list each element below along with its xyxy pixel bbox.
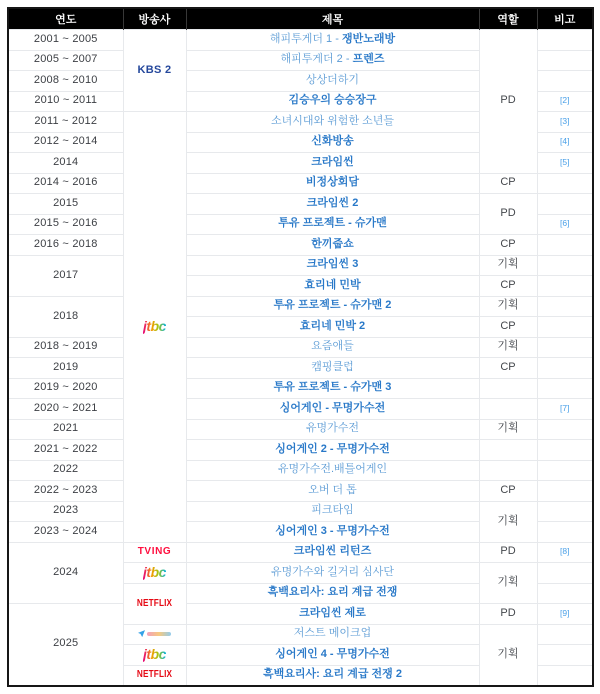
year-cell: 2005 ~ 2007 [8, 50, 123, 71]
title-link[interactable] [294, 627, 371, 639]
title-cell [186, 624, 479, 645]
netflix-logo[interactable]: NETFLIX [136, 597, 173, 609]
table-row [8, 419, 593, 440]
title-link[interactable] [311, 135, 354, 147]
role-cell: 기획 [479, 255, 537, 276]
title-link[interactable] [275, 648, 390, 660]
kbs2-logo[interactable]: KBS 2 [137, 63, 172, 76]
role-cell: 기획 [479, 624, 537, 686]
title-link[interactable] [275, 525, 390, 537]
table-row [8, 542, 593, 563]
year-cell: 2023 [8, 501, 123, 522]
blue-plane-icon [138, 630, 145, 637]
note-cell [537, 296, 593, 317]
title-cell [186, 522, 479, 543]
title-text: 유명가수전 [305, 422, 360, 435]
title-cell [186, 91, 479, 112]
role-cell: 기획 [479, 337, 537, 358]
year-cell: 2018 ~ 2019 [8, 337, 123, 358]
note-cell [537, 542, 593, 563]
title-text: 피크타임 [311, 504, 354, 517]
note-cell [537, 440, 593, 461]
jtbc-logo[interactable]: jtbc [143, 317, 166, 334]
jtbc-logo[interactable]: jtbc [143, 563, 166, 580]
year-cell: 2014 ~ 2016 [8, 173, 123, 194]
role-cell: PD [479, 30, 537, 174]
title-text: 비정상회담 [305, 176, 360, 189]
note-cell [537, 563, 593, 584]
title-link[interactable] [271, 566, 394, 578]
table-row [8, 173, 593, 194]
title-link[interactable] [288, 94, 376, 106]
title-cell [186, 235, 479, 256]
title-text: 프렌즈 [352, 53, 385, 66]
title-cell [186, 583, 479, 604]
title-link[interactable] [263, 668, 402, 680]
logo-text-bar [147, 632, 171, 636]
table-row [8, 30, 593, 51]
broadcaster-cell [123, 583, 186, 624]
role-cell: 기획 [479, 419, 537, 440]
title-link[interactable] [307, 258, 359, 270]
title-text: 싱어게인 - 무명가수전 [279, 401, 386, 414]
title-link[interactable] [308, 484, 357, 496]
title-cell [186, 214, 479, 235]
filmography-table [7, 7, 594, 687]
title-link[interactable] [274, 381, 392, 393]
tving-logo[interactable]: TVING [137, 546, 172, 558]
note-cell [537, 112, 593, 133]
title-link[interactable] [274, 299, 392, 311]
year-cell: 2023 ~ 2024 [8, 522, 123, 543]
year-cell: 2018 [8, 296, 123, 337]
title-text: 싱어게인 3 - 무명가수전 [275, 524, 390, 537]
title-text: 크라임씬 제로 [299, 606, 366, 619]
title-link[interactable] [311, 156, 354, 168]
year-cell: 2019 [8, 358, 123, 379]
role-cell: CP [479, 173, 537, 194]
note-cell [537, 481, 593, 502]
title-text: 저스트 메이크업 [293, 627, 372, 640]
note-cell [537, 460, 593, 481]
role-cell: PD [479, 604, 537, 625]
title-cell [186, 440, 479, 461]
footnote-link[interactable]: [8] [560, 546, 570, 557]
title-link[interactable] [271, 115, 394, 127]
footnote-link[interactable]: [2] [560, 95, 570, 106]
year-cell: 2024 [8, 542, 123, 604]
role-cell: CP [479, 235, 537, 256]
year-cell: 2010 ~ 2011 [8, 91, 123, 112]
table-row [8, 501, 593, 522]
title-text: 투유 프로젝트 - 슈가맨 [278, 217, 387, 230]
title-link[interactable] [311, 238, 354, 250]
year-cell: 2012 ~ 2014 [8, 132, 123, 153]
title-text: 싱어게인 4 - 무명가수전 [275, 647, 390, 660]
title-text: 캠핑클럽 [311, 360, 354, 373]
title-cell [186, 153, 479, 174]
year-cell: 2017 [8, 255, 123, 296]
title-text: 소녀시대와 위험한 소년들 [271, 114, 394, 127]
note-cell [537, 665, 593, 686]
year-cell: 2016 ~ 2018 [8, 235, 123, 256]
note-cell [537, 132, 593, 153]
note-cell [537, 194, 593, 215]
column-header-role: 역할 [479, 8, 537, 30]
role-cell: 기획 [479, 296, 537, 317]
title-cell [186, 337, 479, 358]
role-cell: CP [479, 358, 537, 379]
title-link[interactable] [306, 422, 359, 434]
title-text: 해피투게더 1 - [269, 32, 342, 45]
title-cell [186, 71, 479, 92]
title-cell [186, 132, 479, 153]
table-row [8, 440, 593, 461]
title-cell [186, 399, 479, 420]
title-cell [186, 378, 479, 399]
title-cell [186, 542, 479, 563]
table-row [8, 399, 593, 420]
note-cell [537, 399, 593, 420]
title-cell [186, 358, 479, 379]
title-link[interactable] [299, 607, 366, 619]
year-cell: 2020 ~ 2021 [8, 399, 123, 420]
note-cell [537, 419, 593, 440]
title-text: 요즘애들 [311, 340, 354, 353]
netflix-logo[interactable]: NETFLIX [136, 669, 173, 681]
jtbc-logo[interactable]: jtbc [143, 645, 166, 662]
title-cell [186, 604, 479, 625]
title-text: 효리네 민박 2 [299, 319, 366, 332]
table-row [8, 194, 593, 215]
title-link[interactable] [311, 361, 354, 373]
table-body [8, 30, 593, 686]
title-cell [186, 173, 479, 194]
footnote-link[interactable]: [7] [560, 402, 570, 413]
year-cell: 2021 [8, 419, 123, 440]
role-cell: CP [479, 317, 537, 338]
table-row [8, 481, 593, 502]
title-link[interactable] [278, 463, 387, 475]
title-link[interactable] [280, 402, 385, 414]
title-text: 유명가수와 길거리 심사단 [271, 565, 394, 578]
title-cell [186, 645, 479, 666]
note-cell [537, 91, 593, 112]
title-text: 투유 프로젝트 - 슈가맨 3 [273, 381, 392, 394]
column-header-year: 연도 [8, 8, 123, 30]
title-text: 흑백요리사: 요리 계급 전쟁 [267, 586, 398, 599]
title-cell [186, 460, 479, 481]
note-cell [537, 153, 593, 174]
year-cell: 2015 ~ 2016 [8, 214, 123, 235]
year-cell: 2008 ~ 2010 [8, 71, 123, 92]
role-cell: PD [479, 542, 537, 563]
title-link[interactable] [304, 279, 360, 291]
title-cell [186, 255, 479, 276]
table-row [8, 296, 593, 317]
table-row [8, 235, 593, 256]
title-text: 효리네 민박 [304, 278, 361, 291]
note-cell [537, 317, 593, 338]
title-cell [186, 112, 479, 133]
year-cell: 2022 ~ 2023 [8, 481, 123, 502]
title-link[interactable] [278, 217, 386, 229]
title-cell [186, 419, 479, 440]
title-cell [186, 296, 479, 317]
note-cell [537, 358, 593, 379]
title-text: 크라임씬 리턴즈 [293, 545, 372, 558]
title-link[interactable] [306, 176, 359, 188]
title-text: 싱어게인 2 - 무명가수전 [275, 442, 390, 455]
note-cell [537, 604, 593, 625]
column-header-note: 비고 [537, 8, 593, 30]
footnote-link[interactable]: [6] [560, 218, 570, 229]
title-text: 김승우의 승승장구 [288, 94, 377, 107]
year-cell: 2025 [8, 604, 123, 686]
title-cell [186, 501, 479, 522]
footnote-link[interactable]: [4] [560, 136, 570, 147]
year-cell: 2019 ~ 2020 [8, 378, 123, 399]
column-header-ch: 방송사 [123, 8, 186, 30]
title-text: 크라임씬 [311, 155, 354, 168]
broadcaster-cell [123, 563, 186, 584]
year-cell: 2021 ~ 2022 [8, 440, 123, 461]
note-cell [537, 30, 593, 51]
footnote-link[interactable]: [5] [560, 156, 570, 167]
title-text: 투유 프로젝트 - 슈가맨 2 [273, 299, 392, 312]
note-cell [537, 645, 593, 666]
title-text: 한끼줍쇼 [311, 237, 354, 250]
table-row [8, 358, 593, 379]
title-text: 유명가수전.배틀어게인 [277, 463, 388, 476]
broadcaster-cell [123, 624, 186, 645]
table-header [8, 8, 593, 30]
role-cell [479, 460, 537, 481]
table-row [8, 337, 593, 358]
role-cell [479, 399, 537, 420]
year-cell: 2011 ~ 2012 [8, 112, 123, 133]
title-text: 신화방송 [311, 135, 354, 148]
title-cell [186, 276, 479, 297]
footnote-link[interactable]: [3] [560, 115, 570, 126]
title-link[interactable] [300, 320, 365, 332]
footnote-link[interactable]: [9] [560, 607, 570, 618]
title-text: 크라임씬 2 [306, 196, 359, 209]
role-cell [479, 378, 537, 399]
title-cell [186, 30, 479, 51]
title-link[interactable] [307, 197, 359, 209]
year-cell: 2001 ~ 2005 [8, 30, 123, 51]
title-cell [186, 194, 479, 215]
title-link[interactable] [311, 504, 354, 516]
column-header-title: 제목 [186, 8, 479, 30]
web-channel-logo[interactable] [138, 630, 171, 637]
title-link[interactable] [306, 74, 359, 86]
title-link[interactable] [294, 545, 371, 557]
note-cell [537, 50, 593, 71]
table-row [8, 378, 593, 399]
role-cell: CP [479, 276, 537, 297]
title-cell [186, 50, 479, 71]
year-cell: 2015 [8, 194, 123, 215]
title-text: 해피투게더 2 - [280, 53, 353, 66]
broadcaster-cell [123, 542, 186, 563]
title-link[interactable] [270, 33, 395, 45]
note-cell [537, 522, 593, 543]
title-cell [186, 563, 479, 584]
table-row [8, 604, 593, 625]
role-cell: PD [479, 194, 537, 235]
year-cell: 2022 [8, 460, 123, 481]
note-cell [537, 255, 593, 276]
note-cell [537, 173, 593, 194]
note-cell [537, 276, 593, 297]
title-text: 오버 더 톱 [308, 483, 357, 496]
note-cell [537, 378, 593, 399]
role-cell: 기획 [479, 563, 537, 604]
title-link[interactable] [275, 443, 390, 455]
note-cell [537, 71, 593, 92]
note-cell [537, 214, 593, 235]
broadcaster-cell [123, 645, 186, 666]
note-cell [537, 583, 593, 604]
title-link[interactable] [281, 53, 385, 65]
title-link[interactable] [311, 340, 354, 352]
broadcaster-cell [123, 665, 186, 686]
title-cell [186, 317, 479, 338]
role-cell: CP [479, 481, 537, 502]
year-cell: 2014 [8, 153, 123, 174]
note-cell [537, 501, 593, 522]
table-row [8, 460, 593, 481]
title-text: 크라임씬 3 [306, 258, 359, 271]
title-text: 쟁반노래방 [341, 32, 396, 45]
table-row [8, 255, 593, 276]
role-cell: 기획 [479, 501, 537, 542]
title-text: 흑백요리사: 요리 계급 전쟁 2 [263, 668, 402, 681]
title-cell [186, 481, 479, 502]
note-cell [537, 624, 593, 645]
title-link[interactable] [268, 586, 398, 598]
broadcaster-cell [123, 30, 186, 112]
title-text: 상상더하기 [305, 73, 360, 86]
title-cell [186, 665, 479, 686]
note-cell [537, 235, 593, 256]
note-cell [537, 337, 593, 358]
table-header-row [8, 8, 593, 30]
role-cell [479, 440, 537, 461]
broadcaster-cell [123, 112, 186, 543]
